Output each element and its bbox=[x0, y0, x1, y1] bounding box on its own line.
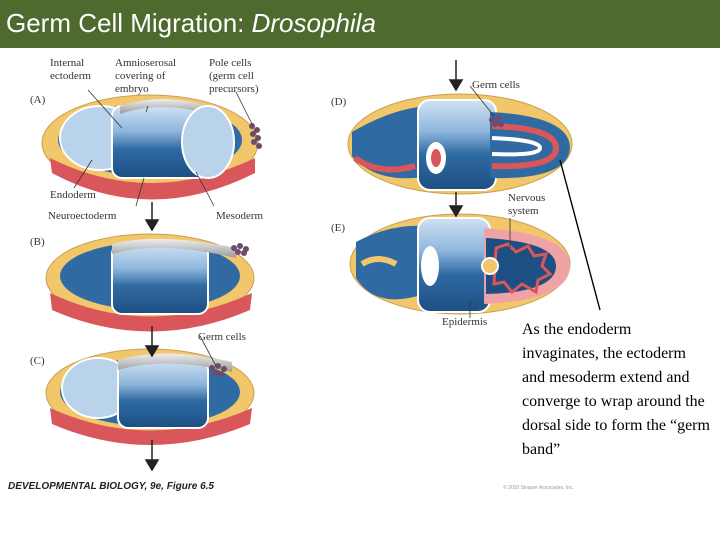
label-neuroectoderm: Neuroectoderm bbox=[48, 210, 117, 222]
embryo-d bbox=[348, 94, 572, 194]
embryo-a bbox=[42, 95, 262, 200]
label-germ-cells-d: Germ cells bbox=[472, 79, 520, 91]
label-pole-cells-line2: (germ cell bbox=[209, 70, 254, 82]
label-nervous-system bbox=[508, 192, 545, 217]
title-species: Drosophila bbox=[251, 8, 376, 38]
copyright-notice: © 2010 Sinauer Associates, Inc. bbox=[503, 485, 574, 491]
label-pole-cells bbox=[209, 57, 259, 95]
title-bar bbox=[0, 0, 720, 48]
figure-caption: DEVELOPMENTAL BIOLOGY, 9e, Figure 6.5 bbox=[8, 481, 214, 492]
panel-label-d: (D) bbox=[331, 96, 347, 108]
label-internal: Internal bbox=[50, 57, 85, 69]
label-epidermis: Epidermis bbox=[442, 316, 488, 328]
panel-label-e: (E) bbox=[331, 222, 346, 234]
germ-band-note: As the endoderm invaginates, the ectoderm and mesoderm extend and converge to wrap around the dorsal side to form the “germ band” bbox=[522, 321, 710, 458]
label-amnioserosal-line2: covering of bbox=[115, 70, 166, 82]
label-germ-cells-c: Germ cells bbox=[198, 331, 246, 343]
label-pole-cells-line3: precursors) bbox=[209, 83, 259, 95]
embryo-b bbox=[46, 234, 254, 332]
embryo-c bbox=[46, 349, 254, 445]
label-ectoderm: ectoderm bbox=[50, 70, 91, 82]
label-mesoderm: Mesoderm bbox=[216, 210, 264, 222]
label-internal-ectoderm bbox=[50, 57, 91, 82]
label-amnioserosal bbox=[115, 57, 176, 95]
label-amnioserosal-line1: Amnioserosal bbox=[115, 57, 177, 69]
germ-cell-migration-diagram bbox=[0, 48, 720, 540]
slide-title bbox=[6, 8, 376, 39]
label-nervous: Nervous bbox=[508, 192, 546, 204]
panel-label-c: (C) bbox=[30, 355, 45, 367]
label-amnioserosal-line3: embryo bbox=[115, 83, 149, 95]
embryo-e bbox=[350, 214, 570, 314]
label-system: system bbox=[508, 205, 539, 217]
panel-label-b: (B) bbox=[30, 236, 45, 248]
label-endoderm: Endoderm bbox=[50, 189, 96, 201]
title-text: Germ Cell Migration: bbox=[6, 8, 252, 38]
panel-label-a: (A) bbox=[30, 94, 46, 106]
label-pole-cells-line1: Pole cells bbox=[209, 57, 252, 69]
